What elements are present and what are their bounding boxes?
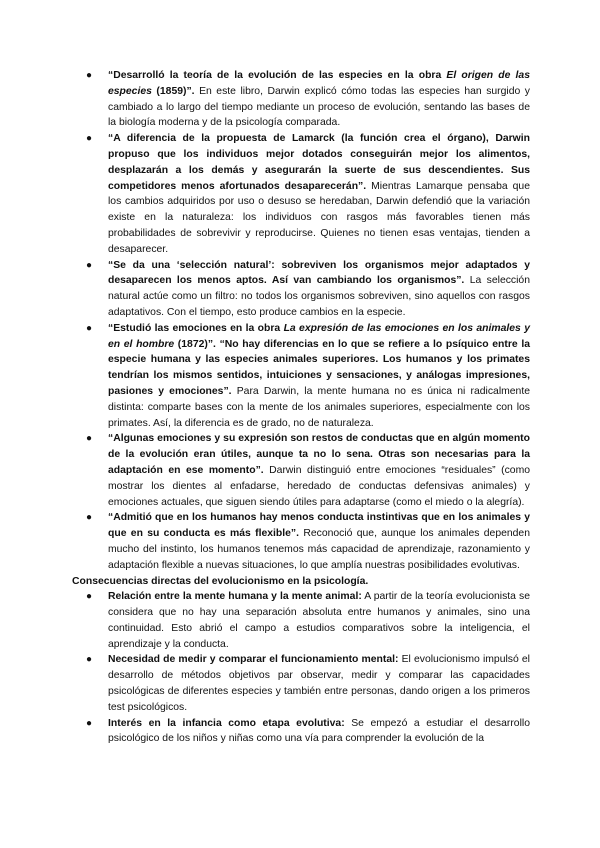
list-item	[86, 131, 530, 257]
explanation-text: Para Darwin, la mente humana no es única ni radicalmente distinta: comparte bases con la mente de los animales superiores, especialmente con los primates. Así, la diferencia es de grado, no de naturaleza.	[108, 385, 531, 429]
explanation-text: A partir de la teoría evolucionista se considera que no hay una separación absoluta entre humanos y animales, sino una continuidad. Esto abrió el campo a estudios comparativos sobre la inteligencia, el aprendizaje y la conducta.	[108, 591, 530, 650]
bullet-icon: ●	[86, 259, 93, 271]
list-item	[86, 510, 530, 573]
item-title: Relación entre la mente humana y la mente animal:	[108, 591, 362, 603]
list-item	[86, 589, 530, 652]
quote-text: “Desarrolló la teoría de la evolución de las especies en la obra	[108, 70, 447, 81]
document-body	[72, 68, 530, 747]
book-title: La expresión de las emociones en los animales y en el hombre	[108, 322, 530, 350]
explanation-text: Reconoció que, aunque los animales dependen mucho del instinto, los humanos tenemos más capacidad de aprendizaje, razonamiento y adaptación flexible a nuevas situaciones, lo que amplía nuestras posibilidades evolutivas.	[108, 528, 530, 571]
quote-text: “A diferencia de la propuesta de Lamarck (la función crea el órgano), Darwin propuso que los individuos mejor dotados conseguirán mejor los alimentos, desplazarán a los demás y asegurarán la suerte de sus descendientes. Sus competidores menos afortunados desaparecerán”.	[108, 133, 530, 192]
explanation-text: Se empezó a estudiar el desarrollo psicológico de los niños y niñas como una vía para comprender la evolución de la	[108, 717, 530, 745]
darwin-contributions-list	[72, 68, 530, 574]
item-title: Necesidad de medir y comparar el funcionamiento mental:	[108, 654, 399, 666]
list-item	[86, 258, 530, 321]
quote-text: (1872)”. “No hay diferencias en lo que se refiere a lo psíquico entre la especie humana y las especies animales superiores. Los humanos y los primates tendrían los mismos sentidos, intuiciones y sensaciones, y análogas impresiones, pasiones y emociones”.	[108, 338, 530, 397]
explanation-text: En este libro, Darwin explicó cómo todas las especies han surgido y cambiado a lo largo del tiempo mediante un proceso de evolución, sentando las bases de la biología moderna y de la psicología comparada.	[108, 85, 530, 129]
bullet-icon: ●	[86, 70, 93, 81]
explanation-text: Darwin distinguió entre emociones “residuales” (como mostrar los dientes al enfadarse, heredado de conductas defensivas animales) y emociones actuales, que siguen siendo útiles para adaptarse (como el miedo o la alegría).	[108, 464, 530, 508]
quote-text: (1859)”.	[151, 85, 195, 97]
quote-text: “Admitió que en los humanos hay menos conducta instintivas que en los animales y que en su conducta es más flexible”.	[108, 512, 530, 540]
bullet-icon: ●	[86, 433, 93, 445]
list-item	[86, 652, 530, 715]
explanation-text: Mientras Lamarque pensaba que los cambios adquiridos por uso o desuso se heredaban, Darwin defendió que la variación existe en la naturaleza: los individuos con rasgos más favorables tienen más probabilidades de sobrevivir y reproducirse. Quienes no tienen esas ventajas, tienden a desaparecer.	[108, 180, 530, 255]
bullet-icon: ●	[86, 591, 93, 603]
bullet-icon: ●	[86, 512, 93, 524]
book-title: El origen de las especies	[108, 70, 530, 97]
section-heading: Consecuencias directas del evolucionismo en la psicología.	[72, 575, 369, 587]
explanation-text: El evolucionismo impulsó el desarrollo de métodos objetivos par observar, medir y comparar las capacidades psicológicas de diferentes especies y también entre personas, dando origen a los primeros test psicológicos.	[108, 654, 530, 713]
list-item	[86, 321, 531, 432]
explanation-text: La selección natural actúe como un filtro: no todos los organismos sobreviven, sino aquellos con rasgos adaptativos. Con el tiempo, esto produce cambios en la especie.	[108, 275, 530, 318]
item-title: Interés en la infancia como etapa evolutiva:	[108, 717, 345, 729]
consequences-list	[72, 589, 530, 747]
bullet-icon: ●	[86, 717, 93, 729]
bullet-icon: ●	[86, 133, 93, 145]
quote-text: “Algunas emociones y su expresión son restos de conductas que en algún momento de la evolución eran útiles, aunque ta no lo sena. Otras son necesarias para la adaptación en ese momento”.	[108, 433, 530, 476]
list-item	[86, 431, 530, 510]
bullet-icon: ●	[86, 654, 93, 666]
list-item	[86, 716, 530, 748]
quote-text: “Estudió las emociones en la obra	[108, 322, 284, 334]
bullet-icon: ●	[86, 322, 93, 334]
quote-text: “Se da una ‘selección natural’: sobreviven los organismos mejor adaptados y desaparecen los menos aptos. Así van cambiando los organismos”.	[108, 259, 530, 287]
list-item	[86, 68, 530, 131]
